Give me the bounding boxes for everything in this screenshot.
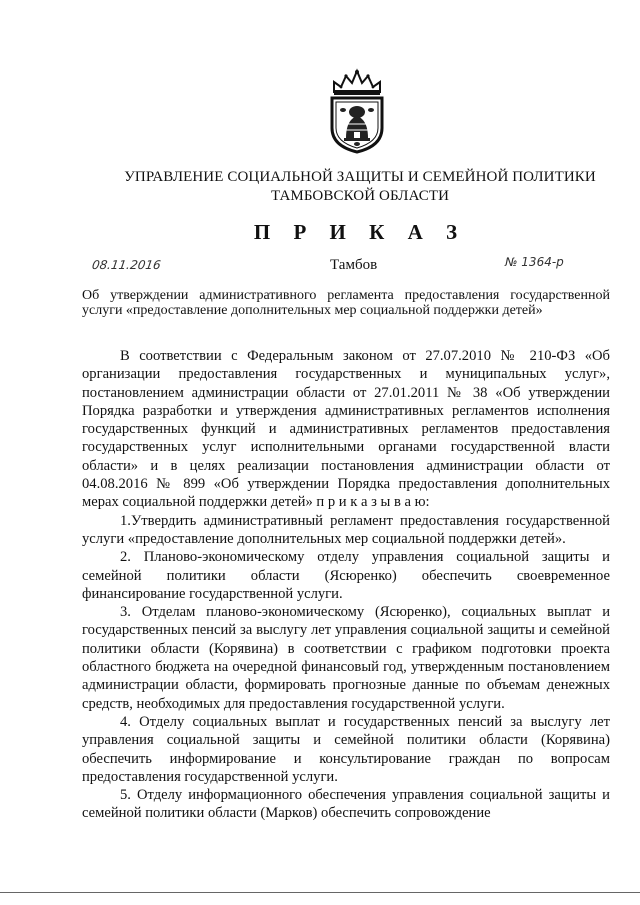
document-body (82, 347, 610, 823)
paragraph-2: 2. Планово-экономическому отделу управления социальной защиты и семейной политики области (Ясюренко) обеспечить своевременное финансирование государственной услуги. (82, 549, 610, 602)
page-bottom-divider (0, 892, 640, 893)
paragraph-4: 4. Отделу социальных выплат и государственных пенсий за выслугу лет управления социальной защиты и семейной политики области (Корявина) обеспечить информирование и консультирование граждан по вопросам предоставления государственной услуги. (82, 713, 610, 785)
paragraph-3: 3. Отделам планово-экономическому (Ясюренко), социальных выплат и государственных пенсий за выслугу лет управления социальной защиты и семейной политики области (Корявина) в соответствии с графиком подготовки проекта областного бюджета на очередной финансовый год, утвержденным постановлением администрации области, формировать прогнозные данные по объемам денежных средств, необходимых для предоставления государственной услуги. (82, 604, 610, 712)
document-title: П Р И К А З (253, 220, 467, 244)
document-city: Тамбов (330, 257, 378, 273)
tambov-coat-of-arms-icon (326, 68, 388, 154)
document-number: № 1364-р (505, 255, 564, 269)
organization-line-2: ТАМБОВСКОЙ ОБЛАСТИ (270, 188, 450, 204)
document-subject: Об утверждении административного регламента предоставления государственной услуги «предоставление дополнительных мер социальной поддержки детей» (82, 288, 610, 318)
paragraph-preamble: В соответствии с Федеральным законом от 27.07.2010 № 210-ФЗ «Об организации предоставления государственных и муниципальных услуг», постановлением администрации области от 27.01.2011 № 38 «Об утверждении Порядка разработки и утверждения административных регламентов исполнения государственных функций и административных регламентов предоставления государственных услуг исполнительными органами государственной власти области» и в целях реализации постановления администрации области от 04.08.2016 № 899 «Об утверждении Порядка предоставления дополнительных мерах социальной поддержки детей» п р и к а з ы в а ю: (82, 348, 610, 511)
document-date: 08.11.2016 (91, 258, 162, 272)
organization-line-1: УПРАВЛЕНИЕ СОЦИАЛЬНОЙ ЗАЩИТЫ И СЕМЕЙНОЙ ПОЛИТИКИ (124, 169, 596, 185)
organization-name (90, 168, 630, 206)
paragraph-1: 1.Утвердить административный регламент предоставления государственной услуги «предоставление дополнительных мер социальной поддержки детей». (82, 512, 610, 547)
paragraph-5: 5. Отделу информационного обеспечения управления социальной защиты и семейной политики области (Марков) обеспечить сопровождение (82, 787, 610, 822)
